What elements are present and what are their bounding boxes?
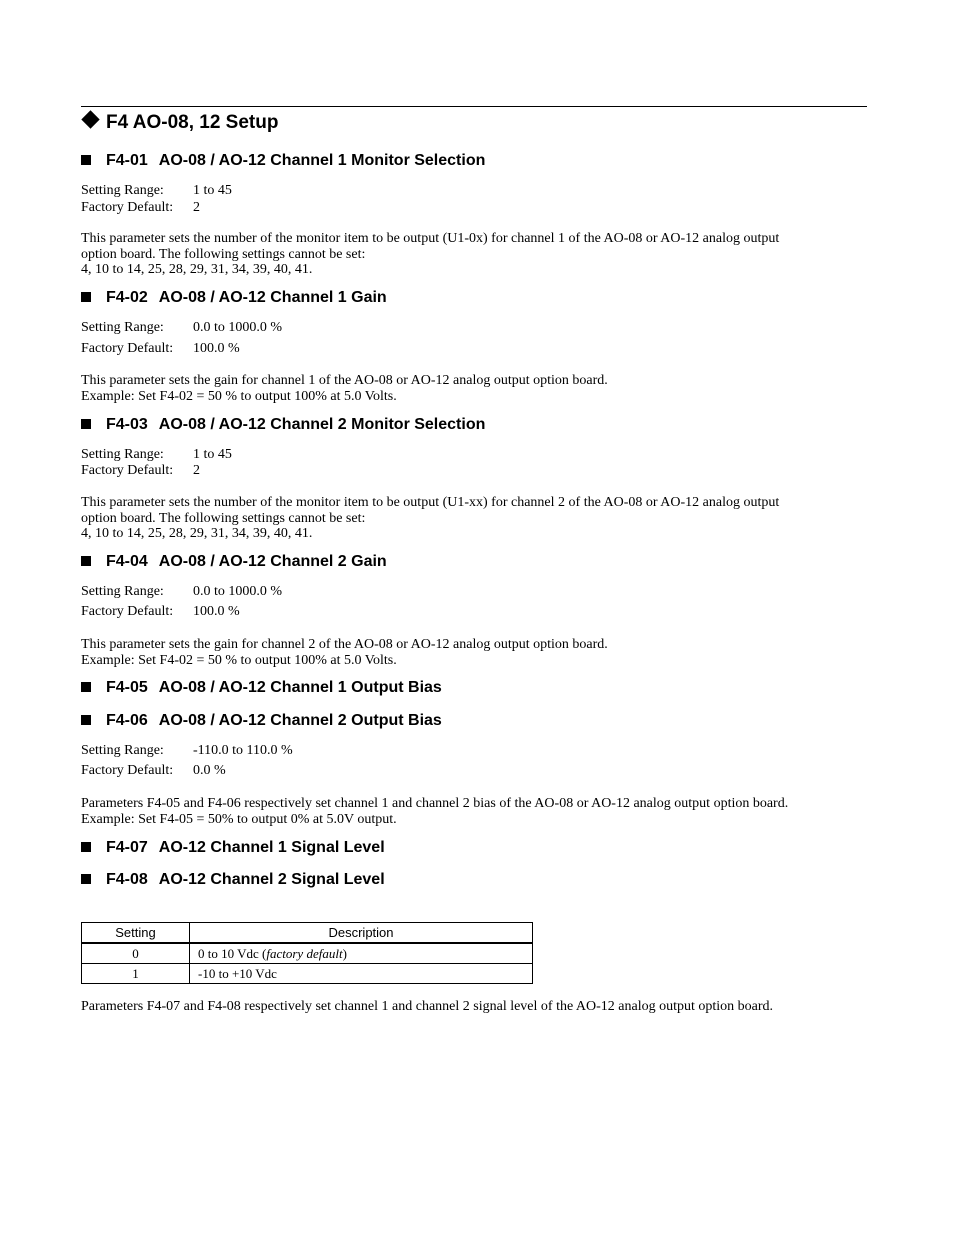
param-heading-f4-05 [81,679,442,697]
setting-range-value: -110.0 to 110.0 % [193,743,293,758]
param-heading-f4-07 [81,839,385,857]
square-bullet-icon [81,715,91,725]
diamond-bullet-icon [81,110,99,128]
desc-line: This parameter sets the gain for channel 2 of the AO-08 or AO-12 analog output option board. [81,637,608,652]
setting-range-label: Setting Range: [81,320,164,335]
table-row [82,943,533,964]
signal-level-table [81,922,533,984]
factory-default-value: 2 [193,200,200,215]
factory-default-value: 100.0 % [193,341,240,356]
param-heading-f4-03 [81,416,485,434]
setting-range-label: Setting Range: [81,447,164,462]
desc-line: Example: Set F4-02 = 50 % to output 100% at 5.0 Volts. [81,652,397,668]
cell-description [190,943,533,964]
factory-default-value: 2 [193,463,200,478]
desc-line: Parameters F4-05 and F4-06 respectively set channel 1 and channel 2 bias of the AO-08 or AO-12 analog output option board. [81,796,789,811]
param-heading-f4-08 [81,871,385,889]
desc-italic: factory default [266,946,343,961]
factory-default-row [81,200,200,216]
table-row [82,964,533,984]
desc-line: Example: Set F4-05 = 50% to output 0% at 5.0V output. [81,811,397,827]
param-code: F4-02 [106,289,148,306]
cell-setting: 0 [82,943,190,964]
header-description: Description [190,923,533,944]
factory-default-value: 100.0 % [193,604,240,619]
desc-text: 0 to 10 Vdc ( [198,946,267,961]
final-note [81,999,871,1015]
desc-line: Parameters F4-07 and F4-08 respectively set channel 1 and channel 2 signal level of the AO-12 analog output option board. [81,999,774,1014]
square-bullet-icon [81,155,91,165]
param-name: AO-08 / AO-12 Channel 2 Gain [158,553,387,570]
setting-range-row [81,320,282,336]
setting-range-value: 0.0 to 1000.0 % [193,320,283,335]
setting-range-value: 1 to 45 [193,183,232,198]
param-description [81,495,871,542]
desc-line: Example: Set F4-02 = 50 % to output 100% at 5.0 Volts. [81,388,397,404]
factory-default-label: Factory Default: [81,463,174,478]
desc-line: 4, 10 to 14, 25, 28, 29, 31, 34, 39, 40, 41. [81,262,313,277]
factory-default-row [81,763,226,779]
param-description [81,373,871,404]
param-name: AO-08 / AO-12 Channel 1 Monitor Selection [158,152,486,169]
param-name: AO-08 / AO-12 Channel 1 Gain [158,289,387,306]
desc-line: This parameter sets the gain for channel 1 of the AO-08 or AO-12 analog output option board. [81,373,608,388]
setting-range-label: Setting Range: [81,183,164,198]
setting-range-row [81,743,293,759]
square-bullet-icon [81,292,91,302]
factory-default-row [81,341,240,357]
param-description [81,231,871,278]
cell-setting: 1 [82,964,190,984]
desc-line: option board. The following settings cannot be set: [81,246,366,262]
section-heading [81,112,278,134]
param-name: AO-08 / AO-12 Channel 2 Monitor Selection [158,416,486,433]
setting-range-value: 1 to 45 [193,447,232,462]
param-heading-f4-04 [81,553,387,571]
param-code: F4-07 [106,839,148,856]
header-rule [81,106,867,107]
setting-range-label: Setting Range: [81,743,164,758]
factory-default-value: 0.0 % [193,763,226,778]
square-bullet-icon [81,419,91,429]
header-setting: Setting [82,923,190,944]
table-header-row [82,923,533,944]
setting-range-row [81,584,282,600]
param-heading-f4-06 [81,712,442,730]
desc-line: 4, 10 to 14, 25, 28, 29, 31, 34, 39, 40, 41. [81,526,313,541]
setting-range-label: Setting Range: [81,584,164,599]
param-description [81,796,871,827]
square-bullet-icon [81,682,91,692]
section-title: F4 AO-08, 12 Setup [106,112,279,133]
factory-default-label: Factory Default: [81,200,174,215]
param-heading-f4-01 [81,152,485,170]
factory-default-label: Factory Default: [81,604,174,619]
param-code: F4-03 [106,416,148,433]
desc-end: ) [342,946,347,961]
param-name: AO-12 Channel 1 Signal Level [158,839,385,856]
cell-description: -10 to +10 Vdc [190,964,533,984]
setting-range-row [81,183,232,199]
square-bullet-icon [81,874,91,884]
setting-range-row [81,447,232,463]
param-code: F4-04 [106,553,148,570]
param-name: AO-12 Channel 2 Signal Level [158,871,385,888]
desc-line: This parameter sets the number of the monitor item to be output (U1-0x) for channel 1 of the AO-08 or AO-12 analog output [81,231,780,246]
factory-default-label: Factory Default: [81,763,174,778]
desc-line: option board. The following settings cannot be set: [81,510,366,526]
desc-line: This parameter sets the number of the monitor item to be output (U1-xx) for channel 2 of the AO-08 or AO-12 analog output [81,495,780,510]
factory-default-row [81,463,200,479]
param-name: AO-08 / AO-12 Channel 1 Output Bias [158,679,442,696]
factory-default-label: Factory Default: [81,341,174,356]
param-name: AO-08 / AO-12 Channel 2 Output Bias [158,712,442,729]
param-code: F4-06 [106,712,148,729]
square-bullet-icon [81,556,91,566]
factory-default-row [81,604,240,620]
param-code: F4-01 [106,152,148,169]
param-code: F4-05 [106,679,148,696]
setting-range-value: 0.0 to 1000.0 % [193,584,283,599]
param-description [81,637,871,668]
param-code: F4-08 [106,871,148,888]
param-heading-f4-02 [81,289,387,307]
square-bullet-icon [81,842,91,852]
